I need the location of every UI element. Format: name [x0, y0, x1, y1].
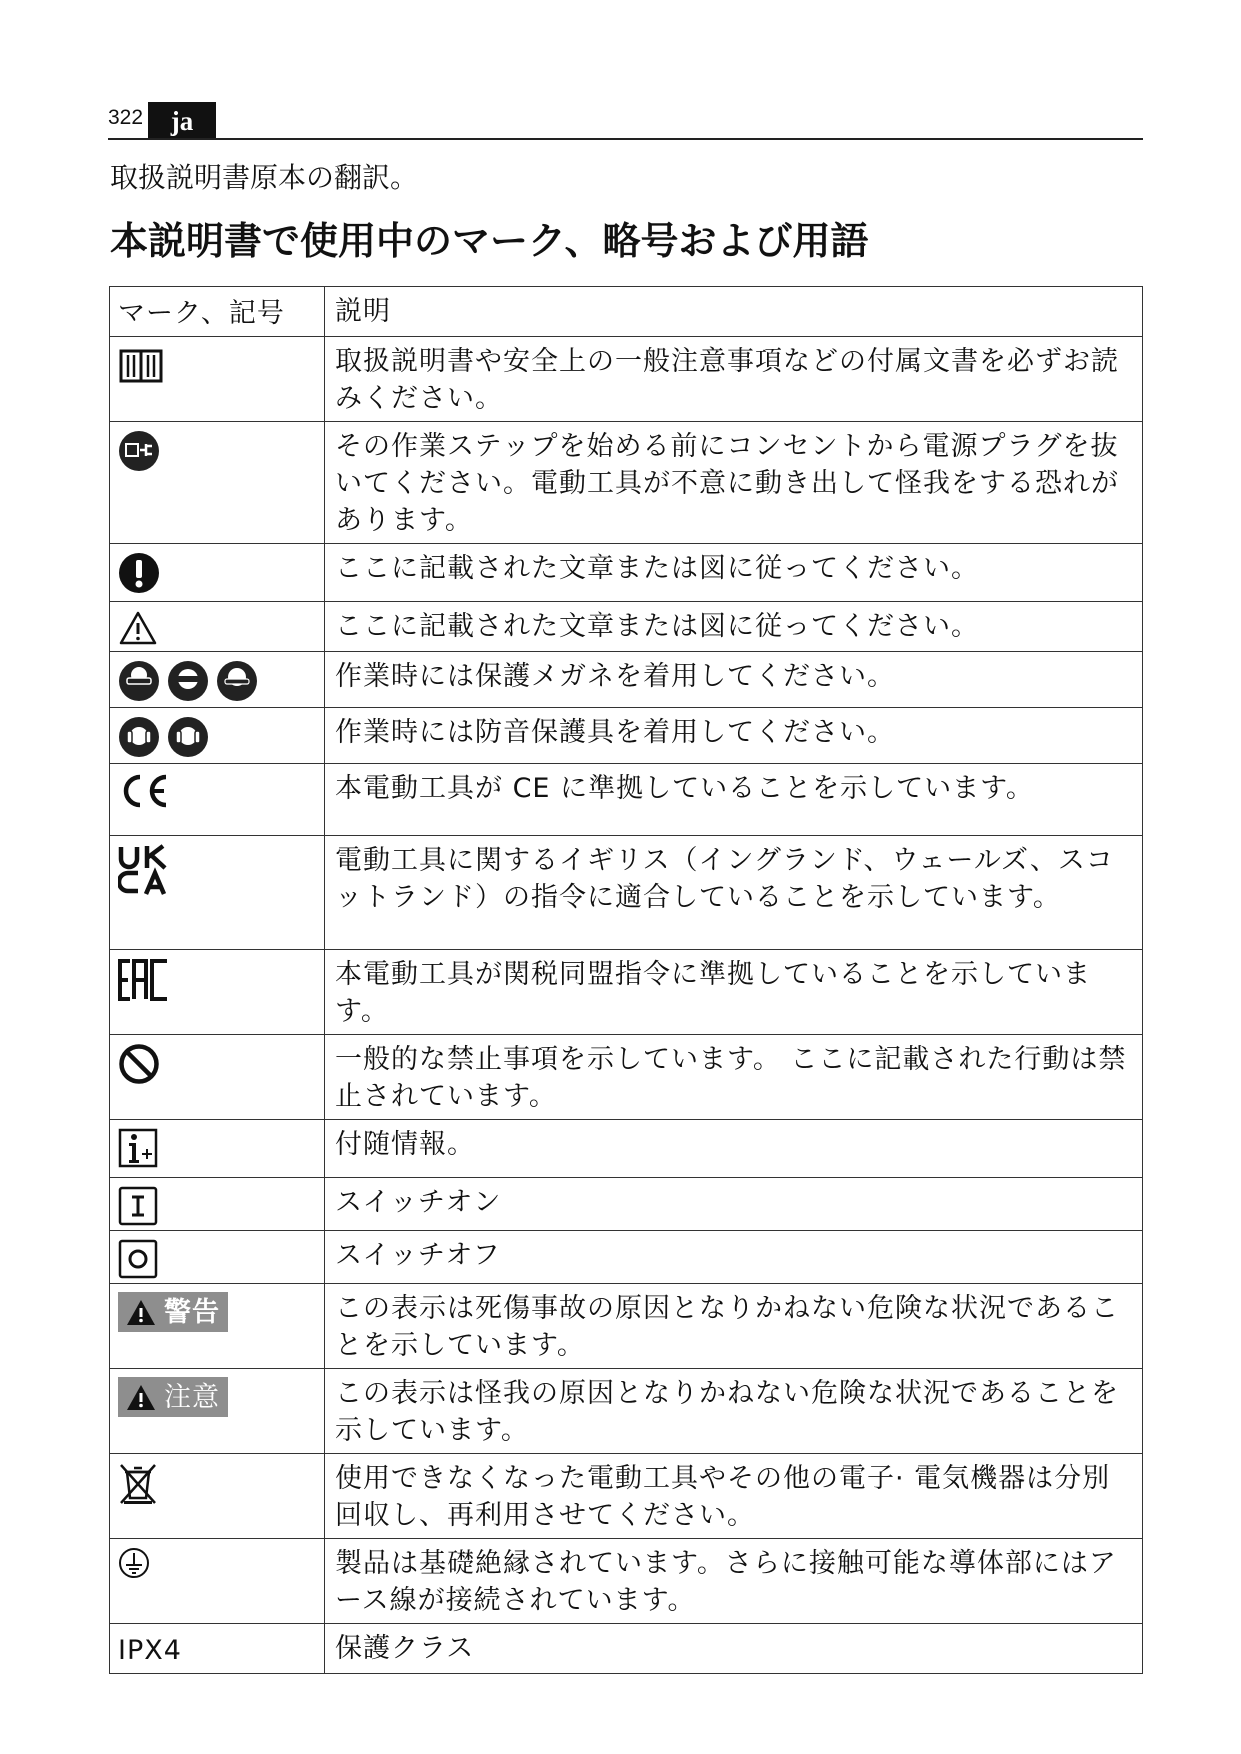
row-description: この表示は怪我の原因となりかねない危険な状況であることを示しています。	[325, 1369, 1143, 1454]
table-row	[110, 1231, 1143, 1284]
row-description: スイッチオフ	[325, 1231, 1143, 1284]
table-row	[110, 1035, 1143, 1120]
info-plus-icon	[118, 1128, 158, 1168]
table-row	[110, 602, 1143, 652]
table-row	[110, 1624, 1143, 1674]
table-row	[110, 1178, 1143, 1231]
row-description: 保護クラス	[325, 1624, 1143, 1674]
table-row	[110, 836, 1143, 950]
table-row	[110, 1454, 1143, 1539]
warning-badge-label: 警告	[164, 1296, 220, 1328]
caution-badge-icon	[118, 1377, 228, 1417]
row-description: 作業時には防音保護具を着用してください。	[325, 708, 1143, 764]
table-row	[110, 708, 1143, 764]
prohibition-icon	[118, 1043, 160, 1085]
symbols-table	[109, 286, 1143, 1674]
row-description: 取扱説明書や安全上の一般注意事項などの付属文書を必ずお読みください。	[325, 337, 1143, 422]
table-row	[110, 337, 1143, 422]
warning-triangle-icon	[118, 610, 158, 646]
ukca-mark-icon	[118, 844, 170, 896]
table-row	[110, 1284, 1143, 1369]
table-row	[110, 1369, 1143, 1454]
row-description: その作業ステップを始める前にコンセントから電源プラグを抜いてください。電動工具が不意に動き出して怪我をする恐れがあります。	[325, 422, 1143, 544]
warning-triangle-icon	[126, 1384, 156, 1411]
row-description: 作業時には保護メガネを着用してください。	[325, 652, 1143, 708]
row-description: 本電動工具が関税同盟指令に準拠していることを示しています。	[325, 950, 1143, 1035]
translation-note: 取扱説明書原本の翻訳。	[110, 161, 419, 194]
row-description: 電動工具に関するイギリス（イングランド、ウェールズ、スコットランド）の指令に適合していることを示しています。	[325, 836, 1143, 950]
table-row	[110, 544, 1143, 602]
warning-badge-icon	[118, 1292, 228, 1332]
table-row	[110, 652, 1143, 708]
switch-on-icon	[118, 1186, 158, 1226]
page-title: 本説明書で使用中のマーク、略号および用語	[110, 219, 869, 263]
switch-off-icon	[118, 1239, 158, 1279]
protective-earth-icon	[118, 1547, 150, 1579]
header-symbol: マーク、記号	[110, 287, 325, 337]
header-description: 説明	[325, 287, 1143, 337]
row-description: 製品は基礎絶縁されています。さらに接触可能な導体部にはアース線が接続されています。	[325, 1539, 1143, 1624]
eye-protection-icon	[118, 660, 258, 702]
eac-mark-icon	[118, 958, 170, 1002]
caution-badge-label: 注意	[164, 1381, 220, 1413]
manual-book-icon	[118, 345, 164, 385]
mandatory-exclamation-icon	[118, 552, 160, 594]
row-description: 本電動工具が CE に準拠していることを示しています。	[325, 764, 1143, 836]
row-description: この表示は死傷事故の原因となりかねない危険な状況であることを示しています。	[325, 1284, 1143, 1369]
weee-crossed-bin-icon	[118, 1462, 158, 1506]
row-description: スイッチオン	[325, 1178, 1143, 1231]
language-tag: ja	[148, 102, 216, 138]
ce-mark-icon	[118, 772, 172, 810]
table-row	[110, 950, 1143, 1035]
row-description: 一般的な禁止事項を示しています。 ここに記載された行動は禁止されています。	[325, 1035, 1143, 1120]
row-description: ここに記載された文章または図に従ってください。	[325, 602, 1143, 652]
table-row	[110, 422, 1143, 544]
row-description: ここに記載された文章または図に従ってください。	[325, 544, 1143, 602]
table-row	[110, 1120, 1143, 1178]
warning-triangle-icon	[126, 1299, 156, 1326]
ear-protection-icon	[118, 716, 210, 758]
table-header-row	[110, 287, 1143, 337]
page-number: 322	[108, 106, 144, 129]
table-row	[110, 764, 1143, 836]
ipx4-symbol: IPX4	[110, 1624, 325, 1674]
page-header	[108, 98, 1143, 140]
row-description: 付随情報。	[325, 1120, 1143, 1178]
row-description: 使用できなくなった電動工具やその他の電子· 電気機器は分別回収し、再利用させてください。	[325, 1454, 1143, 1539]
unplug-icon	[118, 430, 160, 472]
table-row	[110, 1539, 1143, 1624]
